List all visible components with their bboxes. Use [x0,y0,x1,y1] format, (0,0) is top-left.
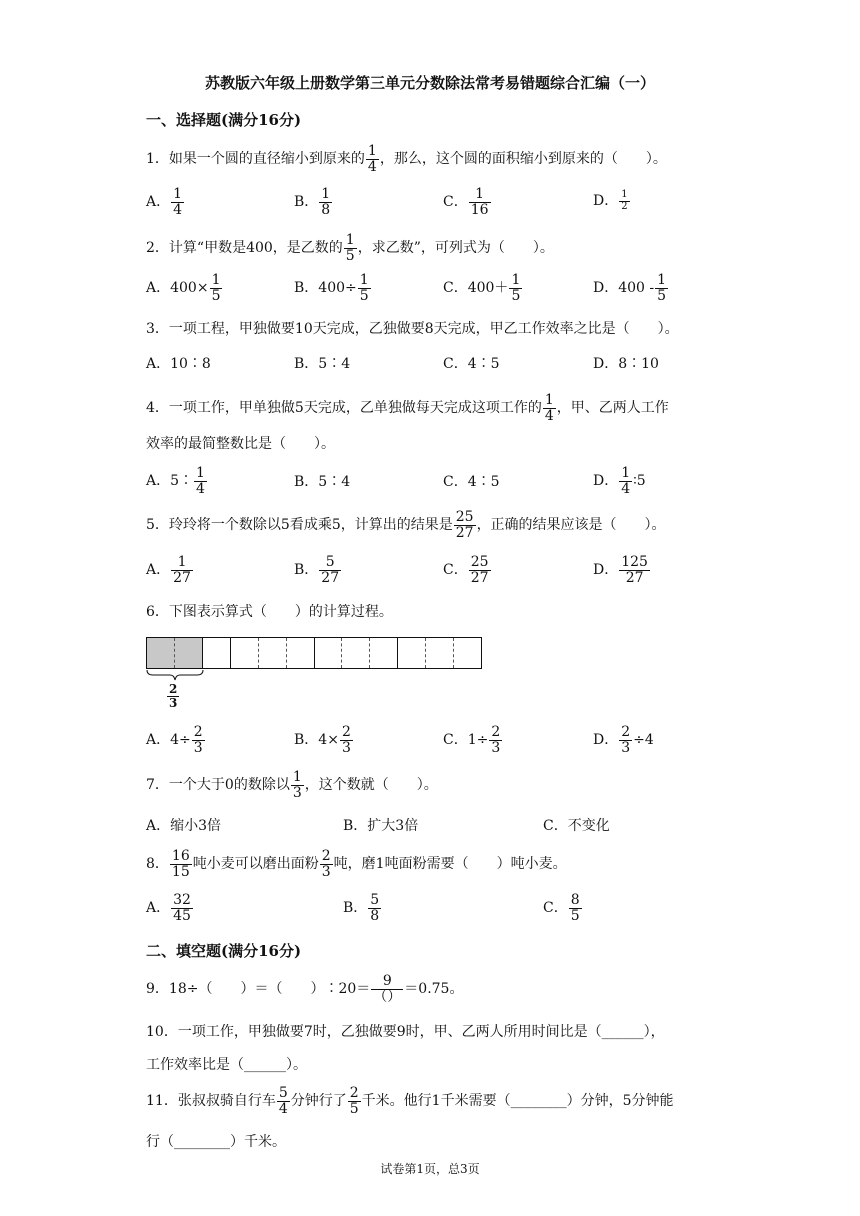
question-9: 9．18÷（ ）＝（ ）∶20＝ $\frac{9}{()}$ ＝0.75。 [146,973,464,1005]
q8-option-a[interactable]: A． $\frac{32}{45}$ [146,892,191,924]
q2-option-a[interactable]: A．400× $\frac{1}{5}$ [146,272,221,304]
fraction-bar-diagram [146,637,482,669]
q5-option-b[interactable]: B． $\frac{5}{27}$ [294,554,340,586]
q7-option-c[interactable]: C．不变化 [543,818,610,834]
question-3: 3．一项工程，甲独做要10天完成，乙独做要8天完成，甲乙工作效率之比是（ ）。 [146,321,679,337]
bar-cell-shaded [147,638,175,668]
q6-option-a[interactable]: A．4÷ $\frac{2}{3}$ [146,724,203,756]
bar-cell [203,638,231,668]
bar-cell [342,638,370,668]
question-4-line2: 效率的最简整数比是（ ）。 [146,436,335,452]
q3-option-b[interactable]: B．5∶4 [294,356,351,372]
bar-cell [259,638,287,668]
q7-option-b[interactable]: B．扩大3倍 [343,818,419,834]
q2-option-b[interactable]: B．400÷ $\frac{1}{5}$ [294,272,369,304]
q1-option-c[interactable]: C． $\frac{1}{16}$ [443,186,489,218]
bar-cell [454,638,481,668]
question-5: 5．玲玲将一个数除以5看成乘5，计算出的结果是 $\frac{25}{27}$ ，正确的结果应该是（ ）。 [146,509,666,541]
q5-option-d[interactable]: D． $\frac{125}{27}$ [593,554,648,586]
q6-option-d[interactable]: D． $\frac{2}{3}$ ÷4 [593,724,654,756]
q1-option-a[interactable]: A． $\frac{1}{4}$ [146,186,183,218]
q6-option-c[interactable]: C．1÷ $\frac{2}{3}$ [443,724,501,756]
question-11: 11．张叔叔骑自行车 $\frac{5}{4}$ 分钟行了 $\frac{2}{5}$ 千米。他行1千米需要（________）分钟，5分钟能 [146,1085,674,1117]
q4-option-b[interactable]: B．5∶4 [294,474,351,490]
section-fill-heading: 二、填空题(满分16分) [146,942,302,960]
q3-option-d[interactable]: D．8∶10 [593,356,659,372]
q1-option-b[interactable]: B． $\frac{1}{8}$ [294,186,331,218]
q4-option-c[interactable]: C．4∶5 [443,474,500,490]
question-10-line2: 工作效率比是（______）。 [146,1057,307,1073]
q4-option-a[interactable]: A．5∶ $\frac{1}{4}$ [146,465,205,497]
q7-option-a[interactable]: A．缩小3倍 [146,818,222,834]
question-2: 2．计算“甲数是400，是乙数的 $\frac{1}{5}$ ，求乙数”，可列式为（ ）。 [146,232,554,264]
q6-option-b[interactable]: B．4× $\frac{2}{3}$ [294,724,351,756]
q1-option-d[interactable]: D． $\frac{1}{2}$ [593,189,628,212]
q5-option-c[interactable]: C． $\frac{25}{27}$ [443,554,489,586]
q5-option-a[interactable]: A． $\frac{1}{27}$ [146,554,191,586]
question-1: 1．如果一个圆的直径缩小到原来的 $\frac{1}{4}$ ，那么，这个圆的面积缩小到原来的（ ）。 [146,143,667,175]
page-footer: 试卷第1页，总3页 [380,1162,480,1176]
bar-cell [370,638,398,668]
brace-label: $\frac{2}{3}$ [169,682,178,710]
q2-option-d[interactable]: D．400 - $\frac{1}{5}$ [593,272,667,304]
q3-option-c[interactable]: C．4∶5 [443,356,500,372]
question-10: 10．一项工作，甲独做要7时，乙独做要9时，甲、乙两人所用时间比是（______）， [146,1024,665,1040]
bar-cell [287,638,315,668]
question-8: 8． $\frac{16}{15}$ 吨小麦可以磨出面粉 $\frac{2}{3}$ 吨，磨1吨面粉需要（ ）吨小麦。 [146,848,567,880]
question-11-line2: 行（________）千米。 [146,1134,286,1150]
bar-cell [398,638,426,668]
q3-option-a[interactable]: A．10∶8 [146,356,211,372]
bar-cell [231,638,259,668]
q4-option-d[interactable]: D． $\frac{1}{4}$ ∶5 [593,465,646,497]
question-4: 4．一项工作，甲单独做5天完成，乙单独做每天完成这项工作的 $\frac{1}{4}$ ，甲、乙两人工作 [146,392,669,424]
q8-option-b[interactable]: B． $\frac{5}{8}$ [343,892,380,924]
bar-cell-shaded [175,638,203,668]
bar-cell [426,638,454,668]
q8-option-c[interactable]: C． $\frac{8}{5}$ [543,892,580,924]
question-7: 7．一个大于0的数除以 $\frac{1}{3}$ ，这个数就（ ）。 [146,769,438,801]
section-choice-heading: 一、选择题(满分16分) [146,111,302,129]
question-6: 6．下图表示算式（ ）的计算过程。 [146,604,393,620]
brace [146,669,204,681]
q2-option-c[interactable]: C．400＋ $\frac{1}{5}$ [443,272,521,304]
page-title: 苏教版六年级上册数学第三单元分数除法常考易错题综合汇编（一） [204,74,655,92]
bar-cell [315,638,343,668]
